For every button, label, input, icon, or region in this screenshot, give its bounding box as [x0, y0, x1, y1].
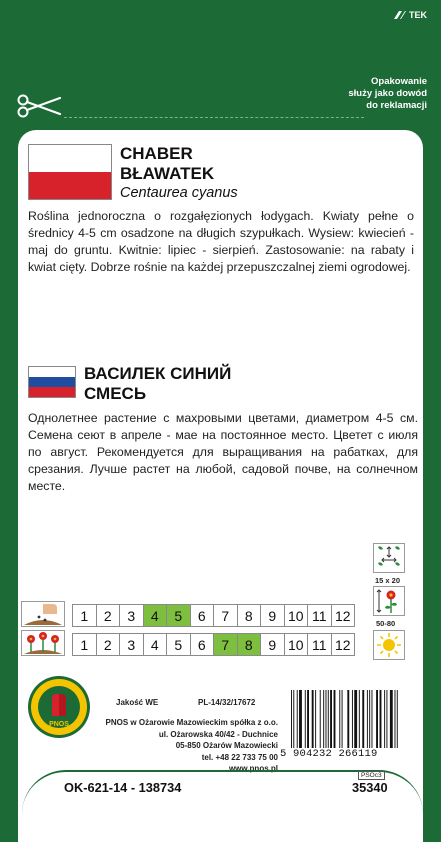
russian-description: Однолетнее растение с махровыми цветами, диаметром 4-5 см. Семена сеют в апреле - мае на постоянное место. Цветет с июля по август. Рекомендуется для выращивания на рабатках, для срезания. Лучше растет на любой, садовой почве, на солнечном месте. — [28, 411, 418, 493]
month-cell: 4 — [143, 604, 168, 627]
psoc-label: PSOc3 — [358, 771, 385, 780]
plant-spacing-icon — [373, 543, 405, 573]
flowering-calendar — [72, 633, 354, 656]
polish-flag-icon — [28, 144, 112, 200]
scissors-icon — [16, 94, 62, 118]
month-cell: 10 — [284, 633, 309, 656]
notice-line: służy jako dowód — [348, 88, 427, 99]
polish-description: Roślina jednoroczna o rozgałęzionych łodygach. Kwiaty pełne o średnicy 4-5 cm osadzone na długich szypułkach. Wysiew: kwiecień - maj do gruntu. Kwitnie: lipiec - sierpień. Zastosowanie: na rabaty i kwiat cięty. Dobrze rośnie na każdej przepuszczalnej ziemi ogrodowej. — [28, 209, 414, 274]
sowing-calendar — [72, 604, 354, 627]
month-cell: 9 — [260, 604, 285, 627]
russian-flag-icon — [28, 366, 76, 398]
month-cell: 6 — [190, 604, 215, 627]
complaint-notice — [317, 76, 427, 112]
month-cell: 1 — [72, 633, 97, 656]
month-cell: 7 — [213, 633, 238, 656]
month-cell: 6 — [190, 633, 215, 656]
month-cell: 5 — [166, 633, 191, 656]
svg-text:PNOS: PNOS — [49, 721, 69, 728]
polish-title — [120, 144, 214, 184]
company-line: 05-850 Ożarów Mazowiecki — [175, 741, 278, 751]
month-cell: 3 — [119, 633, 144, 656]
tek-logo — [393, 10, 427, 20]
month-cell: 2 — [96, 604, 121, 627]
barcode-number: 5 904232 266119 — [280, 748, 378, 760]
spacing-label: 15 x 20 — [375, 576, 401, 585]
polish-title-line: CHABER — [120, 144, 193, 163]
company-address — [82, 717, 278, 775]
company-website: www.pnos.pl — [228, 764, 278, 774]
plant-height-icon — [373, 586, 405, 616]
polish-title-line: BŁAWATEK — [120, 164, 215, 183]
company-line: ul. Ożarowska 40/42 - Duchnice — [158, 729, 278, 739]
month-cell: 2 — [96, 633, 121, 656]
catalog-number: 35340 — [352, 780, 388, 795]
company-line: tel. +48 22 733 75 00 — [201, 752, 278, 762]
height-label: 50-80 — [376, 619, 396, 628]
barcode-block — [280, 690, 412, 760]
month-cell: 7 — [213, 604, 238, 627]
month-cell: 5 — [166, 604, 191, 627]
product-code: OK-621-14 - 138734 — [64, 780, 182, 795]
latin-name: Centaurea cyanus — [120, 185, 238, 201]
month-cell: 8 — [237, 604, 262, 627]
notice-line: do reklamacji — [366, 100, 427, 111]
cut-line — [64, 117, 364, 118]
sowing-icon — [21, 601, 65, 627]
russian-title-line: ВАСИЛЕК СИНИЙ — [84, 364, 232, 383]
full-sun-icon — [373, 630, 405, 660]
notice-line: Opakowanie — [371, 76, 427, 87]
russian-title — [84, 364, 231, 404]
month-cell: 4 — [143, 633, 168, 656]
tek-brand: TEK — [409, 10, 427, 20]
month-cell: 10 — [284, 604, 309, 627]
month-cell: 8 — [237, 633, 262, 656]
russian-title-line: СМЕСЬ — [84, 384, 147, 403]
tek-leaf-icon — [393, 10, 407, 20]
month-cell: 11 — [307, 633, 332, 656]
month-cell: 3 — [119, 604, 144, 627]
quality-label: Jakość WE — [116, 698, 159, 707]
top-band — [0, 0, 441, 135]
flowering-icon — [21, 630, 65, 656]
month-cell: 9 — [260, 633, 285, 656]
company-line: PNOS w Ożarowie Mazowieckim spółka z o.o. — [105, 718, 278, 727]
month-cell: 11 — [307, 604, 332, 627]
month-cell: 1 — [72, 604, 97, 627]
month-cell: 12 — [331, 604, 356, 627]
label-card — [18, 130, 423, 842]
lot-number: PL-14/32/17672 — [198, 698, 256, 707]
barcode — [289, 690, 409, 748]
month-cell: 12 — [331, 633, 356, 656]
